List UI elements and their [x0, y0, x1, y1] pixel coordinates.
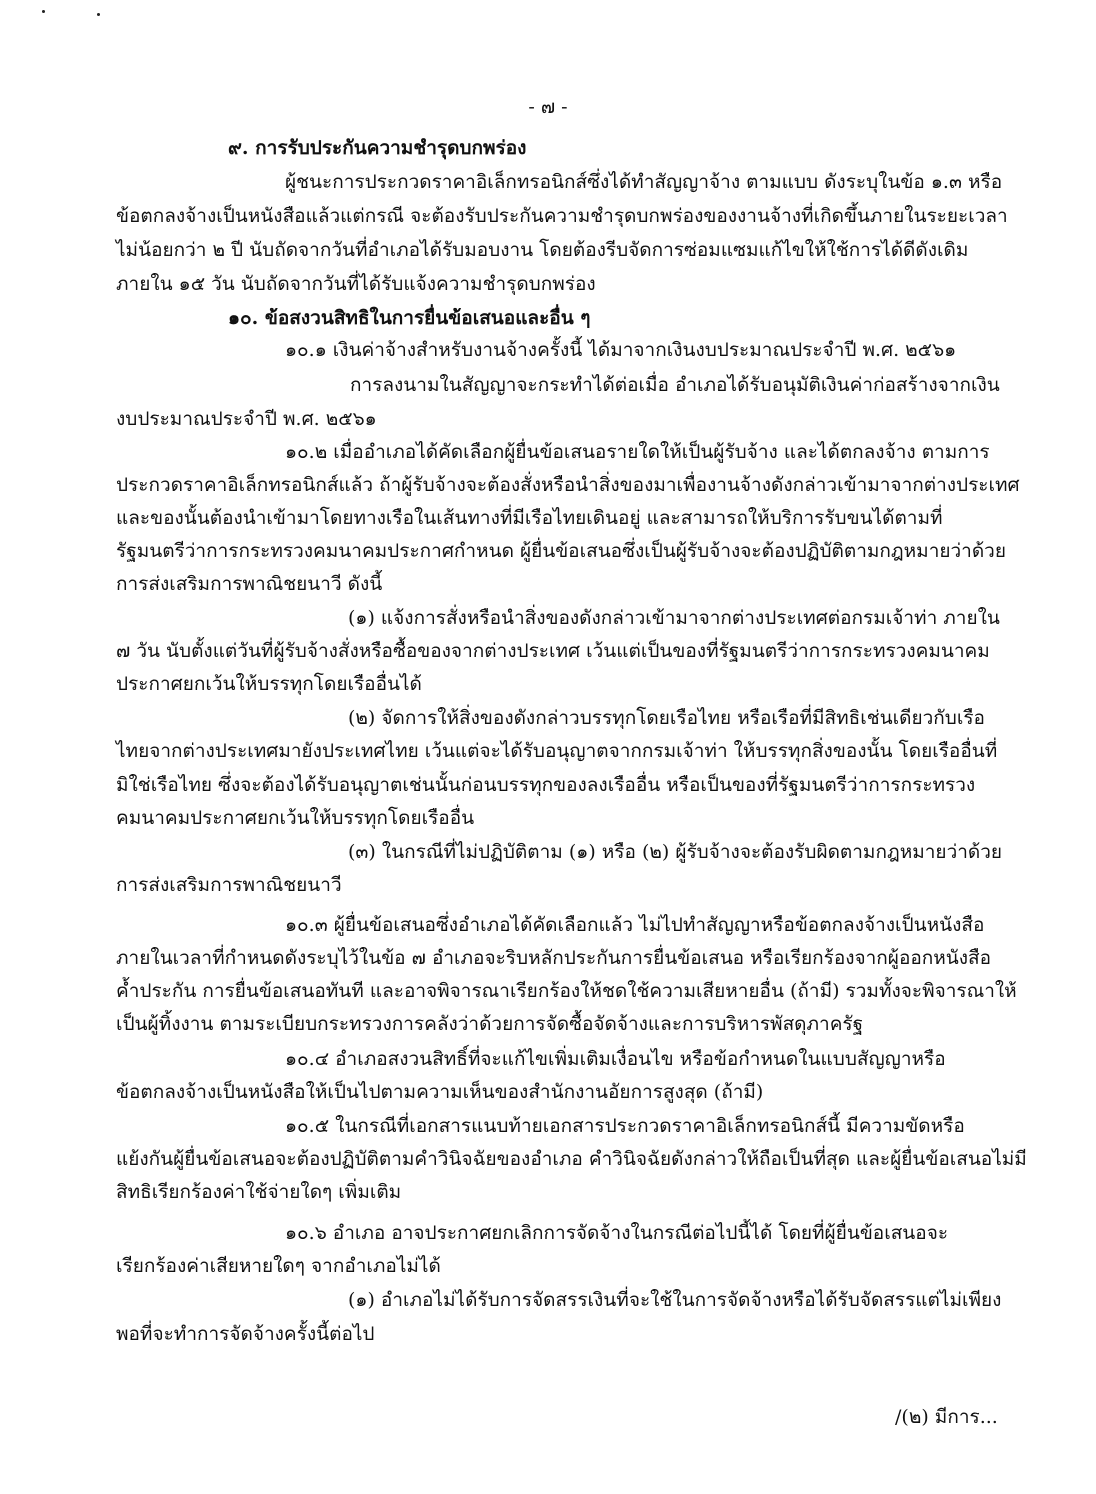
text-line: ประกวดราคาอิเล็กทรอนิกส์แล้ว ถ้าผู้รับจ้างจะต้องสั่งหรือนำสิ่งของมาเพื่องานจ้างดังกล่าวเข้ามาจากต่างประเทศ [116, 474, 1020, 496]
text-line: (๑) อำเภอไม่ได้รับการจัดสรรเงินที่จะใช้ในการจัดจ้างหรือได้รับจัดสรรแต่ไม่เพียง [348, 1289, 1002, 1311]
text-line: คมนาคมประกาศยกเว้นให้บรรทุกโดยเรืออื่น [116, 807, 475, 829]
text-line: ไทยจากต่างประเทศมายังประเทศไทย เว้นแต่จะได้รับอนุญาตจากกรมเจ้าท่า ให้บรรทุกสิ่งของนั้น โดยเรืออื่นที่ [116, 740, 998, 762]
text-line: เรียกร้องค่าเสียหายใดๆ จากอำเภอไม่ได้ [116, 1255, 441, 1277]
scan-speck [42, 10, 45, 13]
page-number: - ๗ - [528, 96, 568, 118]
text-line: การส่งเสริมการพาณิชยนาวี [116, 874, 342, 896]
text-line: งบประมาณประจำปี พ.ศ. ๒๕๖๑ [116, 408, 377, 430]
text-line: พอที่จะทำการจัดจ้างครั้งนี้ต่อไป [116, 1323, 375, 1345]
text-line: แย้งกันผู้ยื่นข้อเสนอจะต้องปฏิบัติตามคำวินิจฉัยของอำเภอ คำวินิจฉัยดังกล่าวให้ถือเป็นที่สุด และผู้ยื่นข้อเสนอไม่มี [116, 1148, 1027, 1170]
text-line: /(๒) มีการ... [895, 1406, 998, 1428]
text-line: ๗ วัน นับตั้งแต่วันที่ผู้รับจ้างสั่งหรือซื้อของจากต่างประเทศ เว้นแต่เป็นของที่รัฐมนตรีว่าการกระทรวงคมนาคม [116, 640, 990, 662]
text-line: ๙. การรับประกันความชำรุดบกพร่อง [228, 137, 527, 159]
text-line: การลงนามในสัญญาจะกระทำได้ต่อเมื่อ อำเภอได้รับอนุมัติเงินค่าก่อสร้างจากเงิน [350, 374, 1000, 396]
text-line: ๑๐.๒ เมื่ออำเภอได้คัดเลือกผู้ยื่นข้อเสนอรายใดให้เป็นผู้รับจ้าง และได้ตกลงจ้าง ตามการ [285, 441, 990, 463]
text-line: ประกาศยกเว้นให้บรรทุกโดยเรืออื่นได้ [116, 673, 422, 695]
text-line: เป็นผู้ทิ้งงาน ตามระเบียบกระทรวงการคลังว่าด้วยการจัดซื้อจัดจ้างและการบริหารพัสดุภาครัฐ [116, 1013, 864, 1035]
text-line: ค้ำประกัน การยื่นข้อเสนอทันที และอาจพิจารณาเรียกร้องให้ชดใช้ความเสียหายอื่น (ถ้ามี) รวมทั้งจะพิจารณาให้ [116, 980, 1017, 1002]
text-line: รัฐมนตรีว่าการกระทรวงคมนาคมประกาศกำหนด ผู้ยื่นข้อเสนอซึ่งเป็นผู้รับจ้างจะต้องปฏิบัติตามกฎหมายว่าด้วย [116, 540, 1006, 562]
text-line: สิทธิเรียกร้องค่าใช้จ่ายใดๆ เพิ่มเติม [116, 1181, 402, 1203]
text-line: (๓) ในกรณีที่ไม่ปฏิบัติตาม (๑) หรือ (๒) ผู้รับจ้างจะต้องรับผิดตามกฎหมายว่าด้วย [348, 841, 1003, 863]
text-line: ๑๐. ข้อสงวนสิทธิในการยื่นข้อเสนอและอื่น ๆ [228, 307, 591, 329]
text-line: ๑๐.๕ ในกรณีที่เอกสารแนบท้ายเอกสารประกวดราคาอิเล็กทรอนิกส์นี้ มีความขัดหรือ [285, 1115, 965, 1137]
text-line: ข้อตกลงจ้างเป็นหนังสือแล้วแต่กรณี จะต้องรับประกันความชำรุดบกพร่องของงานจ้างที่เกิดขึ้นภายในระยะเวลา [116, 205, 1008, 227]
text-line: มิใช่เรือไทย ซึ่งจะต้องได้รับอนุญาตเช่นนั้นก่อนบรรทุกของลงเรืออื่น หรือเป็นของที่รัฐมนตรีว่าการกระทรวง [116, 774, 976, 796]
text-line: ภายในเวลาที่กำหนดดังระบุไว้ในข้อ ๗ อำเภอจะริบหลักประกันการยื่นข้อเสนอ หรือเรียกร้องจากผู้ออกหนังสือ [116, 947, 992, 969]
text-line: ๑๐.๖ อำเภอ อาจประกาศยกเลิกการจัดจ้างในกรณีต่อไปนี้ได้ โดยที่ผู้ยื่นข้อเสนอจะ [285, 1222, 949, 1244]
text-line: การส่งเสริมการพาณิชยนาวี ดังนี้ [116, 573, 383, 595]
text-line: ภายใน ๑๕ วัน นับถัดจากวันที่ได้รับแจ้งความชำรุดบกพร่อง [116, 273, 596, 295]
text-line: (๒) จัดการให้สิ่งของดังกล่าวบรรทุกโดยเรือไทย หรือเรือที่มีสิทธิเช่นเดียวกับเรือ [348, 707, 985, 729]
text-line: ข้อตกลงจ้างเป็นหนังสือให้เป็นไปตามความเห็นของสำนักงานอัยการสูงสุด (ถ้ามี) [116, 1081, 764, 1103]
text-line: (๑) แจ้งการสั่งหรือนำสิ่งของดังกล่าวเข้ามาจากต่างประเทศต่อกรมเจ้าท่า ภายใน [348, 607, 1000, 629]
text-line: ไม่น้อยกว่า ๒ ปี นับถัดจากวันที่อำเภอได้รับมอบงาน โดยต้องรีบจัดการซ่อมแซมแก้ไขให้ใช้การได้ดีดังเดิม [116, 239, 969, 261]
text-line: ๑๐.๔ อำเภอสงวนสิทธิ์ที่จะแก้ไขเพิ่มเติมเงื่อนไข หรือข้อกำหนดในแบบสัญญาหรือ [285, 1048, 946, 1070]
text-line: ๑๐.๓ ผู้ยื่นข้อเสนอซึ่งอำเภอได้คัดเลือกแล้ว ไม่ไปทำสัญญาหรือข้อตกลงจ้างเป็นหนังสือ [285, 914, 985, 936]
scan-speck [97, 13, 100, 16]
text-line: และของนั้นต้องนำเข้ามาโดยทางเรือในเส้นทางที่มีเรือไทยเดินอยู่ และสามารถให้บริการรับขนได้ตามที่ [116, 507, 943, 529]
text-line: ผู้ชนะการประกวดราคาอิเล็กทรอนิกส์ซึ่งได้ทำสัญญาจ้าง ตามแบบ ดังระบุในข้อ ๑.๓ หรือ [285, 171, 1003, 193]
text-line: ๑๐.๑ เงินค่าจ้างสำหรับงานจ้างครั้งนี้ ได้มาจากเงินงบประมาณประจำปี พ.ศ. ๒๕๖๑ [285, 339, 957, 361]
